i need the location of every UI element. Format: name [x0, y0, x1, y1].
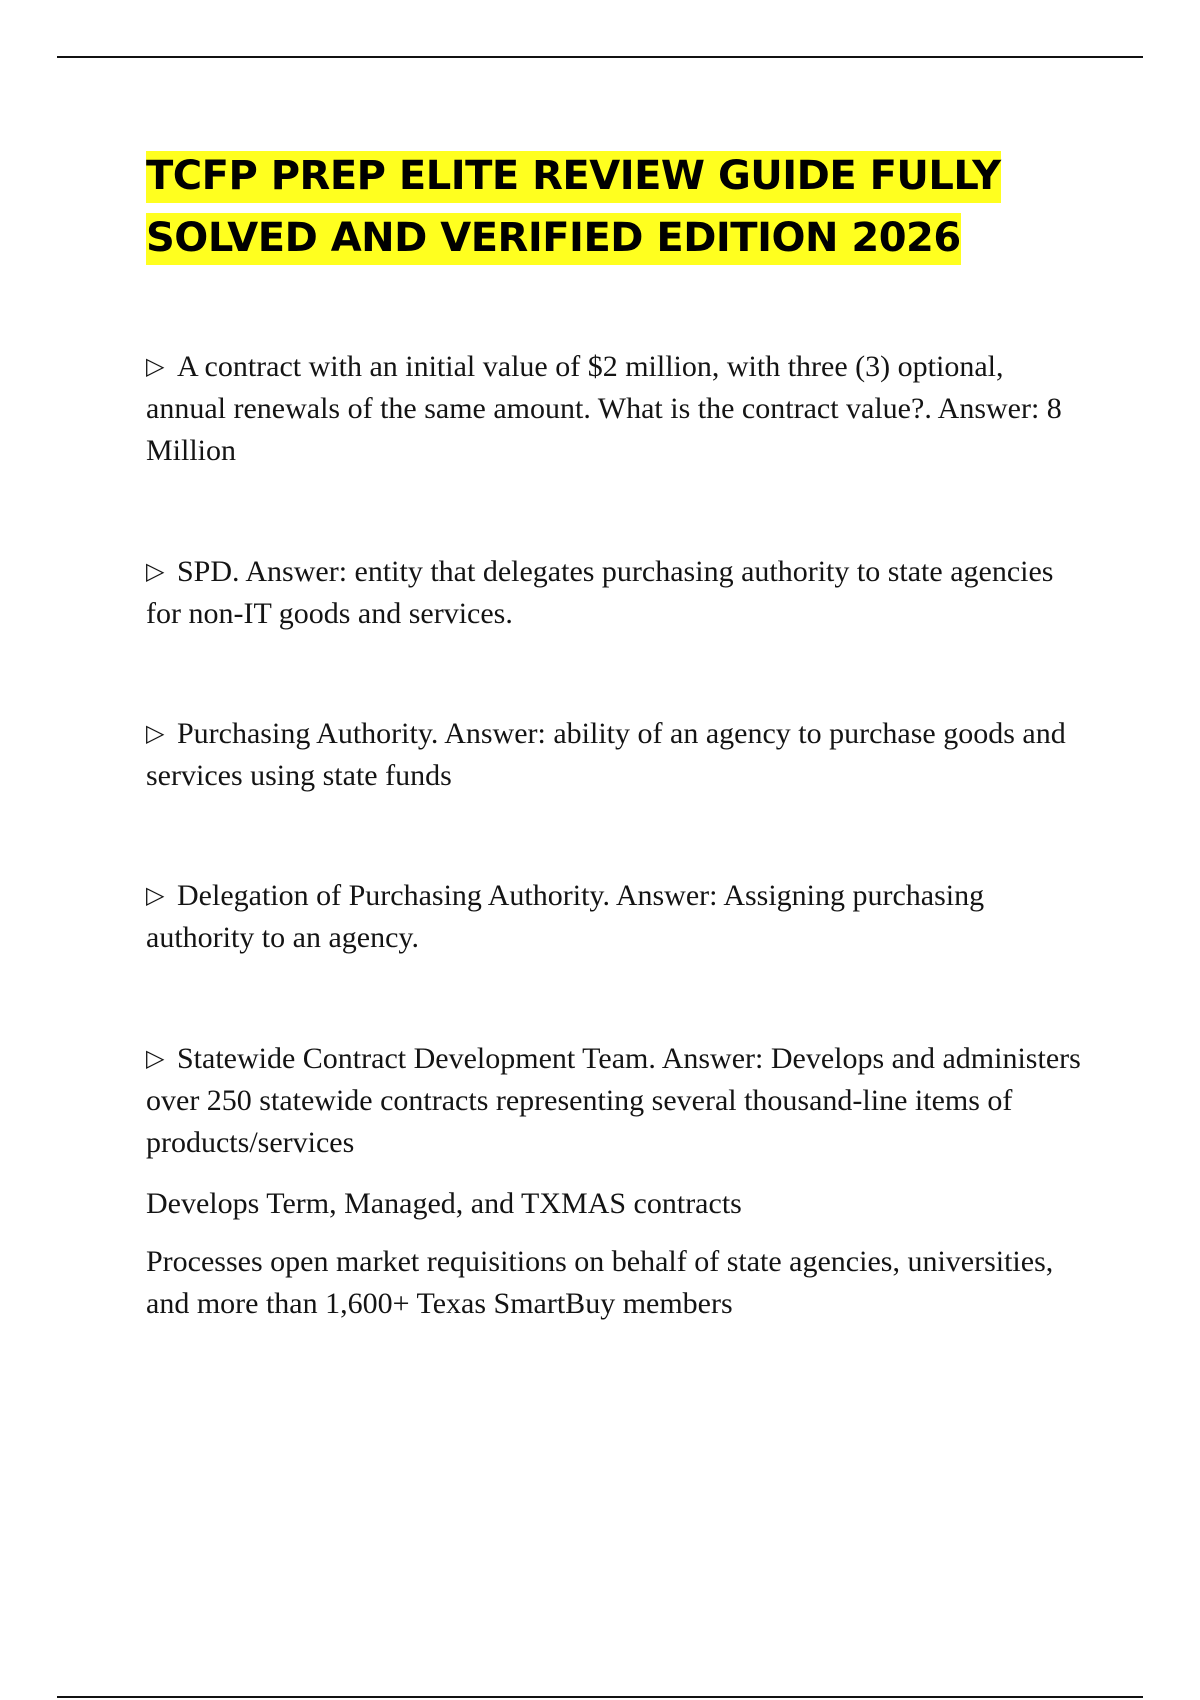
qa-item: [146, 713, 1086, 797]
bullet-arrow-icon: ▷: [146, 883, 165, 909]
header-rule: [57, 56, 1143, 58]
bullet-arrow-icon: ▷: [146, 354, 165, 380]
qa-item: [146, 551, 1086, 635]
qa-item: [146, 1038, 1086, 1164]
bullet-arrow-icon: ▷: [146, 721, 165, 747]
document-title: [146, 145, 1126, 269]
body-paragraph: Processes open market requisitions on behalf of state agencies, universities, and more than 1,600+ Texas SmartBuy members: [146, 1245, 1054, 1320]
qa-item: [146, 346, 1086, 472]
title-highlight: TCFP PREP ELITE REVIEW GUIDE FULLY SOLVED AND VERIFIED EDITION 2026: [146, 151, 1001, 265]
body-paragraph: Develops Term, Managed, and TXMAS contracts: [146, 1187, 742, 1220]
qa-text: SPD. Answer: entity that delegates purchasing authority to state agencies for non-IT goods and services.: [146, 555, 1054, 630]
qa-text: Purchasing Authority. Answer: ability of an agency to purchase goods and services using state funds: [146, 717, 1066, 792]
qa-text: Delegation of Purchasing Authority. Answer: Assigning purchasing authority to an agency.: [146, 879, 985, 954]
qa-item: [146, 875, 1086, 959]
qa-text: Statewide Contract Development Team. Answer: Develops and administers over 250 statewide contracts representing several thousand-line items of products/services: [146, 1042, 1081, 1159]
footer-rule: [57, 1696, 1143, 1698]
bullet-arrow-icon: ▷: [146, 559, 165, 585]
bullet-arrow-icon: ▷: [146, 1046, 165, 1072]
qa-text: A contract with an initial value of $2 million, with three (3) optional, annual renewals of the same amount. What is the contract value?. Answer: 8 Million: [146, 350, 1062, 467]
